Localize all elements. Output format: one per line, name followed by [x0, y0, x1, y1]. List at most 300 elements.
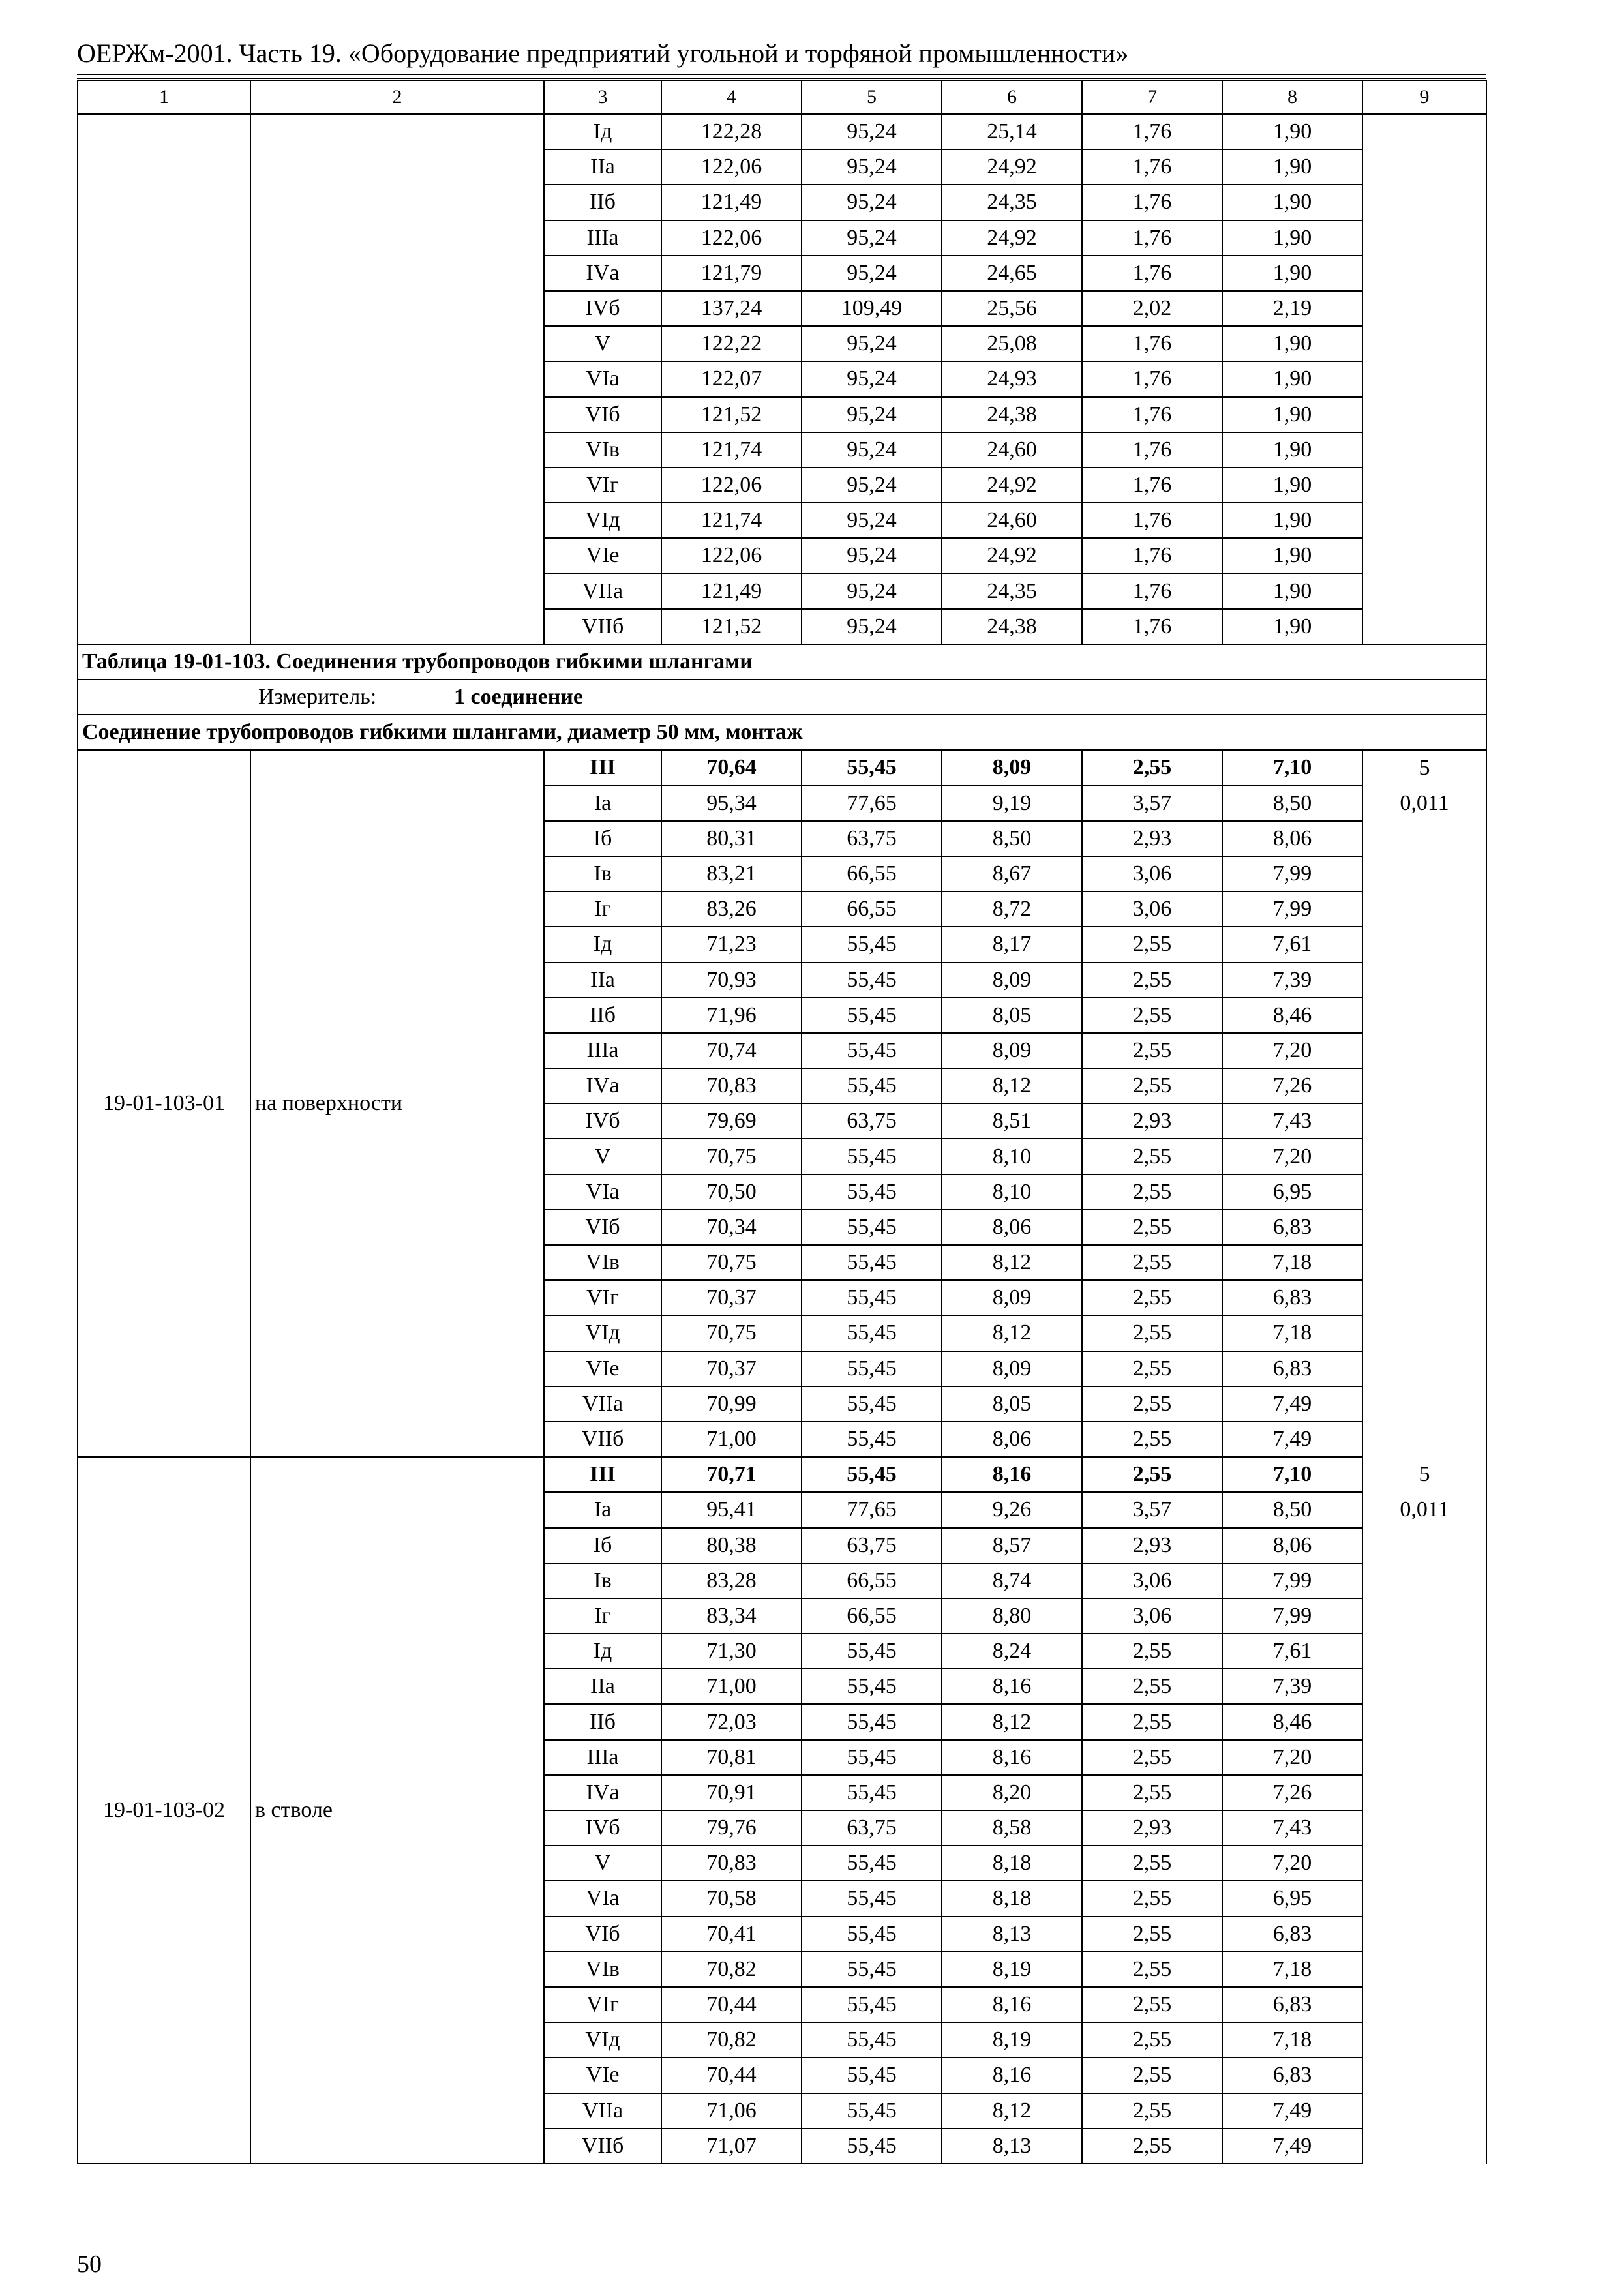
value-cell: 55,45 [802, 1775, 942, 1810]
value-cell: 2,55 [1082, 1740, 1222, 1775]
zone-cell: IIб [544, 998, 661, 1033]
zone-cell: IVб [544, 1810, 661, 1846]
value-cell: 7,43 [1222, 1810, 1362, 1846]
value-cell: 25,56 [942, 291, 1082, 326]
value-cell: 8,09 [942, 963, 1082, 998]
extra-cell [1362, 1174, 1486, 1210]
value-cell: 8,50 [1222, 786, 1362, 821]
value-cell: 2,55 [1082, 1704, 1222, 1739]
value-cell: 63,75 [802, 1528, 942, 1563]
value-cell: 2,55 [1082, 1846, 1222, 1881]
value-cell: 70,37 [661, 1280, 802, 1315]
value-cell: 2,55 [1082, 1422, 1222, 1457]
header-rule [77, 74, 1486, 75]
value-cell: 6,95 [1222, 1174, 1362, 1210]
extra-cell [1362, 1422, 1486, 1457]
value-cell: 25,14 [942, 114, 1082, 149]
value-cell: 70,74 [661, 1033, 802, 1068]
zone-cell: VIб [544, 397, 661, 432]
extra-cell [1362, 891, 1486, 927]
zone-cell: Iг [544, 891, 661, 927]
value-cell: 2,55 [1082, 1634, 1222, 1669]
extra-cell [1362, 1740, 1486, 1775]
extra-cell: 5 [1362, 750, 1486, 785]
value-cell: 1,90 [1222, 573, 1362, 608]
value-cell: 7,20 [1222, 1740, 1362, 1775]
subsection-row [78, 715, 1486, 750]
value-cell: 80,31 [661, 821, 802, 856]
zone-cell: VIб [544, 1917, 661, 1952]
value-cell: 55,45 [802, 1740, 942, 1775]
extra-cell [1362, 1033, 1486, 1068]
value-cell: 95,24 [802, 468, 942, 503]
extra-cell [1362, 1598, 1486, 1634]
value-cell: 121,52 [661, 609, 802, 644]
column-number: 2 [250, 80, 544, 114]
value-cell: 55,45 [802, 1068, 942, 1103]
value-cell: 7,18 [1222, 1315, 1362, 1351]
value-cell: 8,09 [942, 1033, 1082, 1068]
zone-cell: Iб [544, 821, 661, 856]
value-cell: 83,21 [661, 856, 802, 891]
extra-cell [1362, 1139, 1486, 1174]
value-cell: 95,24 [802, 149, 942, 185]
value-cell: 7,49 [1222, 1386, 1362, 1422]
meter-cell [78, 680, 1486, 715]
value-cell: 8,06 [1222, 821, 1362, 856]
value-cell: 7,26 [1222, 1068, 1362, 1103]
value-cell: 2,55 [1082, 1669, 1222, 1704]
value-cell: 71,30 [661, 1634, 802, 1669]
value-cell: 2,02 [1082, 291, 1222, 326]
value-cell: 55,45 [802, 1033, 942, 1068]
table-body [78, 80, 1486, 2164]
zone-cell: VIд [544, 503, 661, 538]
value-cell: 2,55 [1082, 927, 1222, 962]
value-cell: 3,57 [1082, 786, 1222, 821]
value-cell: 8,12 [942, 1245, 1082, 1280]
value-cell: 137,24 [661, 291, 802, 326]
value-cell: 70,44 [661, 1987, 802, 2022]
value-cell: 55,45 [802, 1457, 942, 1492]
extra-cell [1362, 856, 1486, 891]
value-cell: 24,65 [942, 256, 1082, 291]
zone-cell: VIд [544, 1315, 661, 1351]
page-number: 50 [77, 2251, 102, 2278]
meter-row [78, 680, 1486, 715]
value-cell: 71,23 [661, 927, 802, 962]
zone-cell: VIе [544, 2057, 661, 2093]
value-cell: 1,90 [1222, 432, 1362, 468]
value-cell: 121,74 [661, 432, 802, 468]
value-cell: 70,99 [661, 1386, 802, 1422]
zone-cell: VIе [544, 538, 661, 573]
value-cell: 95,24 [802, 256, 942, 291]
value-cell: 70,83 [661, 1068, 802, 1103]
extra-cell [1362, 1103, 1486, 1139]
value-cell: 2,55 [1082, 1987, 1222, 2022]
value-cell: 55,45 [802, 1280, 942, 1315]
zone-cell: IVб [544, 1103, 661, 1139]
value-cell: 8,17 [942, 927, 1082, 962]
value-cell: 55,45 [802, 1846, 942, 1881]
value-cell: 2,55 [1082, 1917, 1222, 1952]
value-cell: 70,44 [661, 2057, 802, 2093]
extra-cell [1362, 963, 1486, 998]
value-cell: 95,24 [802, 573, 942, 608]
rates-table [77, 80, 1487, 2164]
value-cell: 66,55 [802, 856, 942, 891]
value-cell: 2,55 [1082, 1457, 1222, 1492]
value-cell: 1,76 [1082, 468, 1222, 503]
value-cell: 55,45 [802, 2057, 942, 2093]
value-cell: 95,24 [802, 361, 942, 396]
value-cell: 83,34 [661, 1598, 802, 1634]
value-cell: 25,08 [942, 326, 1082, 361]
value-cell: 71,00 [661, 1422, 802, 1457]
value-cell: 8,16 [942, 1669, 1082, 1704]
value-cell: 55,45 [802, 1987, 942, 2022]
zone-cell: V [544, 1139, 661, 1174]
value-cell: 7,99 [1222, 891, 1362, 927]
zone-cell: V [544, 326, 661, 361]
extra-cell: 5 [1362, 1457, 1486, 1492]
value-cell: 2,55 [1082, 1068, 1222, 1103]
extra-cell [1362, 114, 1486, 644]
value-cell: 24,38 [942, 397, 1082, 432]
zone-cell: Iб [544, 1528, 661, 1563]
value-cell: 7,99 [1222, 1563, 1362, 1598]
value-cell: 8,19 [942, 1952, 1082, 1987]
value-cell: 2,55 [1082, 1775, 1222, 1810]
value-cell: 71,00 [661, 1669, 802, 1704]
value-cell: 1,76 [1082, 220, 1222, 256]
value-cell: 8,12 [942, 2093, 1082, 2129]
value-cell: 95,34 [661, 786, 802, 821]
value-cell: 1,90 [1222, 503, 1362, 538]
value-cell: 8,13 [942, 1917, 1082, 1952]
zone-cell: VIIа [544, 2093, 661, 2129]
column-number-row [78, 80, 1486, 114]
zone-cell: VIа [544, 361, 661, 396]
value-cell: 55,45 [802, 1634, 942, 1669]
extra-cell [1362, 1917, 1486, 1952]
name-cell: в стволе [250, 1457, 544, 2164]
value-cell: 66,55 [802, 1563, 942, 1598]
extra-cell [1362, 1952, 1486, 1987]
value-cell: 55,45 [802, 1669, 942, 1704]
value-cell: 6,83 [1222, 1987, 1362, 2022]
value-cell: 95,24 [802, 397, 942, 432]
value-cell: 71,07 [661, 2129, 802, 2164]
value-cell: 2,55 [1082, 1952, 1222, 1987]
column-number: 8 [1222, 80, 1362, 114]
value-cell: 7,10 [1222, 1457, 1362, 1492]
extra-cell [1362, 1315, 1486, 1351]
zone-cell: IIб [544, 185, 661, 220]
value-cell: 3,06 [1082, 891, 1222, 927]
value-cell: 7,99 [1222, 856, 1362, 891]
value-cell: 70,58 [661, 1881, 802, 1916]
value-cell: 122,28 [661, 114, 802, 149]
column-number: 5 [802, 80, 942, 114]
value-cell: 1,76 [1082, 503, 1222, 538]
value-cell: 95,24 [802, 326, 942, 361]
value-cell: 55,45 [802, 1952, 942, 1987]
extra-cell: 0,011 [1362, 786, 1486, 821]
value-cell: 70,75 [661, 1139, 802, 1174]
table-row [78, 114, 1486, 149]
value-cell: 7,10 [1222, 750, 1362, 785]
zone-cell: IIа [544, 1669, 661, 1704]
value-cell: 2,55 [1082, 1245, 1222, 1280]
extra-cell [1362, 998, 1486, 1033]
zone-cell: Iд [544, 114, 661, 149]
value-cell: 121,49 [661, 573, 802, 608]
value-cell: 1,90 [1222, 468, 1362, 503]
zone-cell: VIIб [544, 1422, 661, 1457]
value-cell: 55,45 [802, 1245, 942, 1280]
value-cell: 121,74 [661, 503, 802, 538]
value-cell: 83,26 [661, 891, 802, 927]
column-number: 6 [942, 80, 1082, 114]
value-cell: 55,45 [802, 1315, 942, 1351]
value-cell: 8,10 [942, 1139, 1082, 1174]
code-cell [78, 114, 250, 644]
zone-cell: VIв [544, 1245, 661, 1280]
zone-cell: IIIа [544, 220, 661, 256]
value-cell: 6,83 [1222, 1210, 1362, 1245]
value-cell: 8,67 [942, 856, 1082, 891]
page-header: ОЕРЖм-2001. Часть 19. «Оборудование предприятий угольной и торфяной промышленности» [77, 38, 1129, 68]
value-cell: 80,38 [661, 1528, 802, 1563]
value-cell: 8,46 [1222, 998, 1362, 1033]
extra-cell [1362, 2129, 1486, 2164]
zone-cell: IIа [544, 963, 661, 998]
value-cell: 95,24 [802, 185, 942, 220]
extra-cell [1362, 2093, 1486, 2129]
column-number: 7 [1082, 80, 1222, 114]
value-cell: 79,69 [661, 1103, 802, 1139]
value-cell: 95,24 [802, 114, 942, 149]
value-cell: 121,79 [661, 256, 802, 291]
zone-cell: III [544, 1457, 661, 1492]
value-cell: 8,50 [942, 821, 1082, 856]
value-cell: 7,49 [1222, 2093, 1362, 2129]
value-cell: 95,24 [802, 220, 942, 256]
code-cell: 19-01-103-01 [78, 750, 250, 1457]
column-number: 3 [544, 80, 661, 114]
value-cell: 8,06 [1222, 1528, 1362, 1563]
value-cell: 7,49 [1222, 1422, 1362, 1457]
value-cell: 55,45 [802, 2022, 942, 2057]
zone-cell: Iв [544, 856, 661, 891]
zone-cell: IIIа [544, 1740, 661, 1775]
name-cell: на поверхности [250, 750, 544, 1457]
value-cell: 70,34 [661, 1210, 802, 1245]
value-cell: 7,43 [1222, 1103, 1362, 1139]
value-cell: 72,03 [661, 1704, 802, 1739]
value-cell: 1,90 [1222, 609, 1362, 644]
value-cell: 8,16 [942, 2057, 1082, 2093]
value-cell: 122,06 [661, 220, 802, 256]
value-cell: 1,76 [1082, 609, 1222, 644]
extra-cell [1362, 1987, 1486, 2022]
value-cell: 8,16 [942, 1740, 1082, 1775]
zone-cell: Iа [544, 786, 661, 821]
value-cell: 2,55 [1082, 2057, 1222, 2093]
value-cell: 24,35 [942, 573, 1082, 608]
extra-cell [1362, 2057, 1486, 2093]
value-cell: 1,76 [1082, 326, 1222, 361]
value-cell: 7,26 [1222, 1775, 1362, 1810]
value-cell: 70,82 [661, 1952, 802, 1987]
zone-cell: Iа [544, 1492, 661, 1527]
value-cell: 7,39 [1222, 963, 1362, 998]
value-cell: 70,75 [661, 1245, 802, 1280]
value-cell: 55,45 [802, 963, 942, 998]
value-cell: 7,61 [1222, 1634, 1362, 1669]
value-cell: 7,39 [1222, 1669, 1362, 1704]
value-cell: 8,58 [942, 1810, 1082, 1846]
value-cell: 70,82 [661, 2022, 802, 2057]
value-cell: 2,93 [1082, 1528, 1222, 1563]
value-cell: 55,45 [802, 1881, 942, 1916]
zone-cell: IVб [544, 291, 661, 326]
value-cell: 55,45 [802, 1174, 942, 1210]
value-cell: 2,19 [1222, 291, 1362, 326]
value-cell: 95,24 [802, 503, 942, 538]
value-cell: 8,72 [942, 891, 1082, 927]
extra-cell [1362, 1245, 1486, 1280]
zone-cell: VIе [544, 1351, 661, 1386]
value-cell: 24,38 [942, 609, 1082, 644]
zone-cell: V [544, 1846, 661, 1881]
value-cell: 8,74 [942, 1563, 1082, 1598]
zone-cell: IVа [544, 1775, 661, 1810]
value-cell: 3,06 [1082, 1563, 1222, 1598]
value-cell: 55,45 [802, 1422, 942, 1457]
value-cell: 2,55 [1082, 1386, 1222, 1422]
value-cell: 8,20 [942, 1775, 1082, 1810]
column-number: 9 [1362, 80, 1486, 114]
value-cell: 71,06 [661, 2093, 802, 2129]
extra-cell: 0,011 [1362, 1492, 1486, 1527]
extra-cell [1362, 821, 1486, 856]
zone-cell: Iд [544, 1634, 661, 1669]
value-cell: 2,55 [1082, 998, 1222, 1033]
value-cell: 1,90 [1222, 185, 1362, 220]
value-cell: 122,06 [661, 149, 802, 185]
value-cell: 1,90 [1222, 149, 1362, 185]
value-cell: 1,90 [1222, 538, 1362, 573]
zone-cell: Iв [544, 1563, 661, 1598]
subsection-title: Соединение трубопроводов гибкими шлангами, диаметр 50 мм, монтаж [78, 715, 1486, 750]
value-cell: 6,95 [1222, 1881, 1362, 1916]
value-cell: 55,45 [802, 1139, 942, 1174]
zone-cell: III [544, 750, 661, 785]
value-cell: 70,71 [661, 1457, 802, 1492]
value-cell: 8,16 [942, 1987, 1082, 2022]
value-cell: 8,06 [942, 1210, 1082, 1245]
value-cell: 2,55 [1082, 1881, 1222, 1916]
value-cell: 66,55 [802, 891, 942, 927]
value-cell: 8,46 [1222, 1704, 1362, 1739]
extra-cell [1362, 1881, 1486, 1916]
zone-cell: VIд [544, 2022, 661, 2057]
value-cell: 8,24 [942, 1634, 1082, 1669]
value-cell: 9,19 [942, 786, 1082, 821]
value-cell: 24,93 [942, 361, 1082, 396]
value-cell: 63,75 [802, 821, 942, 856]
zone-cell: IIIа [544, 1033, 661, 1068]
value-cell: 8,05 [942, 998, 1082, 1033]
value-cell: 1,76 [1082, 361, 1222, 396]
value-cell: 95,24 [802, 538, 942, 573]
value-cell: 109,49 [802, 291, 942, 326]
value-cell: 8,13 [942, 2129, 1082, 2164]
zone-cell: VIIа [544, 573, 661, 608]
extra-cell [1362, 1810, 1486, 1846]
extra-cell [1362, 1351, 1486, 1386]
zone-cell: IVа [544, 256, 661, 291]
extra-cell [1362, 1528, 1486, 1563]
value-cell: 1,90 [1222, 220, 1362, 256]
value-cell: 7,18 [1222, 2022, 1362, 2057]
value-cell: 24,92 [942, 538, 1082, 573]
value-cell: 2,55 [1082, 2022, 1222, 2057]
zone-cell: VIг [544, 1987, 661, 2022]
extra-cell [1362, 1669, 1486, 1704]
value-cell: 70,91 [661, 1775, 802, 1810]
extra-cell [1362, 1634, 1486, 1669]
value-cell: 122,22 [661, 326, 802, 361]
value-cell: 70,93 [661, 963, 802, 998]
value-cell: 2,55 [1082, 1351, 1222, 1386]
value-cell: 2,55 [1082, 2129, 1222, 2164]
extra-cell [1362, 1704, 1486, 1739]
value-cell: 55,45 [802, 2129, 942, 2164]
meter-label: Измеритель: [258, 685, 377, 710]
zone-cell: VIг [544, 468, 661, 503]
value-cell: 2,55 [1082, 750, 1222, 785]
value-cell: 7,49 [1222, 2129, 1362, 2164]
value-cell: 55,45 [802, 1386, 942, 1422]
value-cell: 122,06 [661, 468, 802, 503]
value-cell: 8,05 [942, 1386, 1082, 1422]
value-cell: 70,50 [661, 1174, 802, 1210]
value-cell: 2,93 [1082, 821, 1222, 856]
value-cell: 24,60 [942, 503, 1082, 538]
value-cell: 77,65 [802, 786, 942, 821]
table-row [78, 1457, 1486, 1492]
table-title-row [78, 644, 1486, 680]
value-cell: 70,75 [661, 1315, 802, 1351]
value-cell: 55,45 [802, 750, 942, 785]
value-cell: 63,75 [802, 1103, 942, 1139]
extra-cell [1362, 927, 1486, 962]
value-cell: 70,41 [661, 1917, 802, 1952]
value-cell: 2,55 [1082, 1033, 1222, 1068]
zone-cell: IVа [544, 1068, 661, 1103]
value-cell: 95,24 [802, 609, 942, 644]
value-cell: 8,51 [942, 1103, 1082, 1139]
value-cell: 3,06 [1082, 856, 1222, 891]
value-cell: 1,76 [1082, 538, 1222, 573]
value-cell: 55,45 [802, 1210, 942, 1245]
extra-cell [1362, 1280, 1486, 1315]
value-cell: 55,45 [802, 998, 942, 1033]
